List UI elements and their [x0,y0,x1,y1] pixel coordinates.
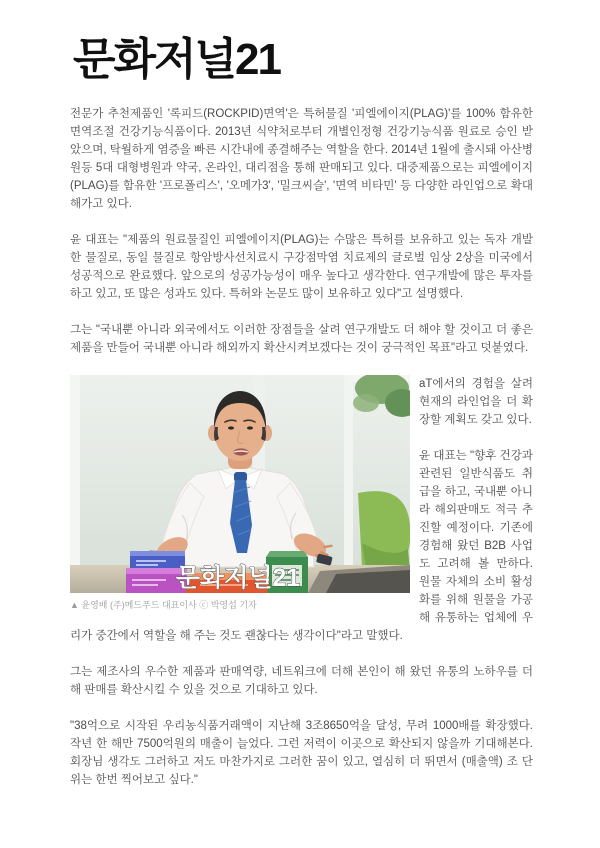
site-logo[interactable]: 문화저널21 [73,35,280,84]
paragraph-2: 윤 대표는 "제품의 원료물질인 피엘에이지(PLAG)는 수많은 특허를 보유하고 있는 독자 개발한 물질로, 동일 물질로 항암방사선치료시 구강점막염 치료제의 글로벌 임상 2상을 미국에서 성공적으로 완료했다. 앞으로의 성공가능성이 매우 높다고 생각한다. 연구개발에 많은 투자를 하고 있고, 또 많은 성과도 있다. 특허와 논문도 많이 보유하고 있다"고 설명했다. [70,234,533,300]
paragraph-1: 전문가 추천제품인 '록피드(ROCKPID)면역'은 특허물질 '피엘에이지(PLAG)'를 100% 함유한 면역조절 건강기능식품이다. 2013년 식약처로부터 개별인정형 건강기능식품 원료로 승인 받았으며, 탁월하게 염증을 빠른 시간내에 종결해주는 역할을 한다. 2014년 1월에 출시돼 아산병원등 5대 대형병원과 약국, 온라인, 대리점을 통해 판매되고 있다. 대중제품으로는 피엘에이지(PLAG)를 함유한 '프로폴리스', '오메가3', '밀크씨슬', '면역 비타민' 등 다양한 라인업으로 확대해가고 있다. [70,108,533,210]
photo-watermark: 문화저널21 [175,564,301,592]
interview-photo [70,375,410,593]
photo-caption: ▲ 윤영배 (주)메드푸드 대표이사 ⓒ 박영섭 기자 [70,600,257,610]
article-body [70,105,533,789]
wrap-paragraph-1: aT에서의 경험을 살려 현재의 라인업을 더 확장할 계획도 갖고 있다. [419,378,533,426]
paragraph-5: "38억으로 시작된 우리농식품거래액이 지난해 3조8650억을 달성, 무려 1000배를 확장했다. 작년 한 해만 7500억원의 매출이 늘었다. 그런 저력이 이곳으로 확산되지 않을까 기대해본다. 회장님 생각도 그러하고 저도 마찬가지로 그러한 꿈이 있고, 열심히 더 뛰면서 (매출액) 조 단위는 한번 찍어보고 싶다." [70,720,533,786]
masthead [0,0,600,84]
paragraph-3: 그는 "국내뿐 아니라 외국에서도 이러한 장점들을 살려 연구개발도 더 해야 할 것이고 더 좋은 제품을 만들어 국내뿐 아니라 해외까지 확산시켜보겠다는 것이 궁극적인 목표"라고 덧붙였다. [70,324,533,354]
photo-and-wrap-text [70,375,533,663]
paragraph-4: 그는 제조사의 우수한 제품과 판매역량, 네트워크에 더해 본인이 해 왔던 유통의 노하우를 더해 판매를 확산시킬 수 있을 것으로 기대하고 있다. [70,666,533,696]
wrap-paragraph-2: 윤 대표는 "향후 건강과 관련된 일반식품도 취급을 하고, 국내뿐 아니라 해외판매도 적극 추진할 예정이다. 기존에 경험해 왔던 B2B 사업도 고려해 볼 만하다. 원물 자체의 소비 활성화를 위해 원물을 가공해 유통하는 업체에 우리가 중간에서 역할을 해 주는 것도 괜찮다는 생각이다"라고 말했다. [70,450,533,642]
article-photo-figure [70,375,410,611]
